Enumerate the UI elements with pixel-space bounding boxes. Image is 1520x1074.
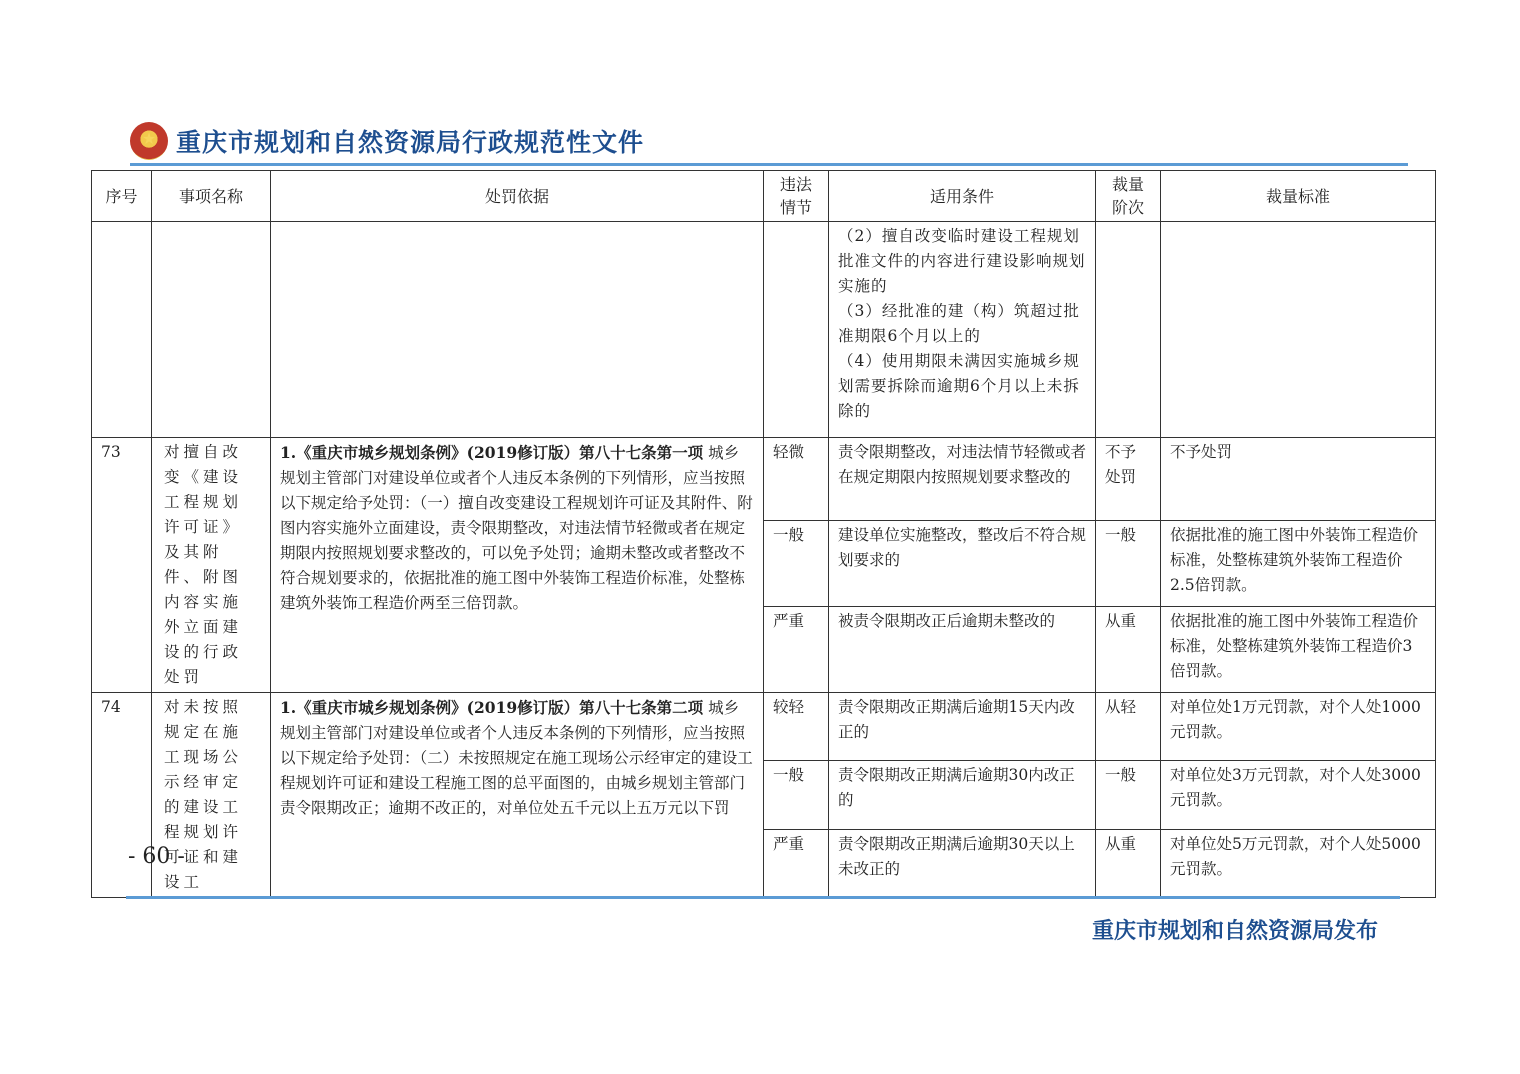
basis-article-body: 城乡规划主管部门对建设单位或者个人违反本条例的下列情形，应当按照以下规定给予处罚：（二）未按照规定在施工现场公示经审定的建设工程规划许可证和建设工程施工图的总平面图的，由城乡规划主管部门责令限期改正；逾期不改正的，对单位处五千元以上五万元以下罚 — [280, 699, 753, 817]
cell-standard: 对单位处3万元罚款，对个人处3000元罚款。 — [1161, 761, 1436, 829]
cell-empty — [1161, 222, 1436, 438]
table-header-row — [92, 171, 1436, 222]
basis-article-body: 城乡规划主管部门对建设单位或者个人违反本条例的下列情形，应当按照以下规定给予处罚：（一）擅自改变建设工程规划许可证及其附件、附图内容实施外立面建设，责令限期整改，对违法情节轻微或者在规定期限内按照规划要求整改的，可以免予处罚；逾期未整改或者整改不符合规划要求的，依据批准的施工图中外装饰工程造价标准，处整栋建筑外装饰工程造价两至三倍罚款。 — [280, 444, 753, 612]
cell-standard: 依据批准的施工图中外装饰工程造价标准，处整栋建筑外装饰工程造价2.5倍罚款。 — [1161, 520, 1436, 606]
cell-condition: 责令限期改正期满后逾期15天内改正的 — [829, 693, 1096, 761]
cell-empty — [764, 222, 829, 438]
cell-condition: 建设单位实施整改，整改后不符合规划要求的 — [829, 520, 1096, 606]
basis-article-title: 1.《重庆市城乡规划条例》(2019修订版）第八十七条第一项 — [280, 443, 704, 462]
cell-condition: 责令限期改正期满后逾期30天以上未改正的 — [829, 829, 1096, 897]
cell-basis — [271, 693, 764, 898]
cell-empty — [92, 222, 152, 438]
column-header-standard: 裁量标准 — [1161, 171, 1436, 222]
penalty-discretion-table — [91, 170, 1436, 898]
page-number: - 60 - — [128, 844, 185, 869]
publisher-label: 重庆市规划和自然资源局发布 — [1091, 919, 1378, 944]
column-header-conditions: 适用条件 — [829, 171, 1096, 222]
cell-severity: 轻微 — [764, 438, 829, 521]
table-row — [92, 438, 1436, 521]
cell-level: 一般 — [1096, 520, 1161, 606]
document-header — [130, 122, 644, 160]
cell-severity: 一般 — [764, 761, 829, 829]
national-emblem-icon — [130, 122, 168, 160]
footer-divider — [126, 896, 1400, 899]
table-row-continuation — [92, 222, 1436, 438]
cell-level: 从轻 — [1096, 693, 1161, 761]
document-title: 重庆市规划和自然资源局行政规范性文件 — [176, 128, 645, 157]
cell-severity: 较轻 — [764, 693, 829, 761]
cell-standard: 不予处罚 — [1161, 438, 1436, 521]
column-header-level: 裁量 阶次 — [1096, 171, 1161, 222]
cell-conditions: （2）擅自改变临时建设工程规划批准文件的内容进行建设影响规划实施的 （3）经批准的建（构）筑超过批准期限6个月以上的 （4）使用期限未满因实施城乡规划需要拆除而逾期6个月以上未拆除的 — [829, 222, 1096, 438]
cell-level: 从重 — [1096, 606, 1161, 692]
cell-condition: 责令限期整改，对违法情节轻微或者在规定期限内按照规划要求整改的 — [829, 438, 1096, 521]
cell-standard: 依据批准的施工图中外装饰工程造价标准，处整栋建筑外装饰工程造价3倍罚款。 — [1161, 606, 1436, 692]
cell-item-no: 73 — [92, 438, 152, 693]
column-header-severity: 违法 情节 — [764, 171, 829, 222]
cell-empty — [1096, 222, 1161, 438]
cell-level: 从重 — [1096, 829, 1161, 897]
cell-standard: 对单位处5万元罚款，对个人处5000元罚款。 — [1161, 829, 1436, 897]
column-header-no: 序号 — [92, 171, 152, 222]
cell-severity: 一般 — [764, 520, 829, 606]
cell-condition: 责令限期改正期满后逾期30内改正的 — [829, 761, 1096, 829]
cell-item-no: 74 — [92, 693, 152, 898]
cell-item-name: 对擅自改变《建设工程规划许可证》及其附件、附图内容实施外立面建设的行政处罚 — [152, 438, 271, 693]
column-header-name: 事项名称 — [152, 171, 271, 222]
basis-article-title: 1.《重庆市城乡规划条例》(2019修订版）第八十七条第二项 — [280, 698, 704, 717]
table-row — [92, 693, 1436, 761]
cell-basis — [271, 438, 764, 693]
cell-empty — [152, 222, 271, 438]
header-divider — [130, 163, 1408, 166]
cell-condition: 被责令限期改正后逾期未整改的 — [829, 606, 1096, 692]
cell-severity: 严重 — [764, 829, 829, 897]
cell-level: 一般 — [1096, 761, 1161, 829]
cell-severity: 严重 — [764, 606, 829, 692]
cell-empty — [271, 222, 764, 438]
cell-level: 不予 处罚 — [1096, 438, 1161, 521]
cell-item-name: 对未按照规定在施工现场公示经审定的建设工程规划许可证和建设工 — [152, 693, 271, 898]
column-header-basis: 处罚依据 — [271, 171, 764, 222]
cell-standard: 对单位处1万元罚款，对个人处1000元罚款。 — [1161, 693, 1436, 761]
